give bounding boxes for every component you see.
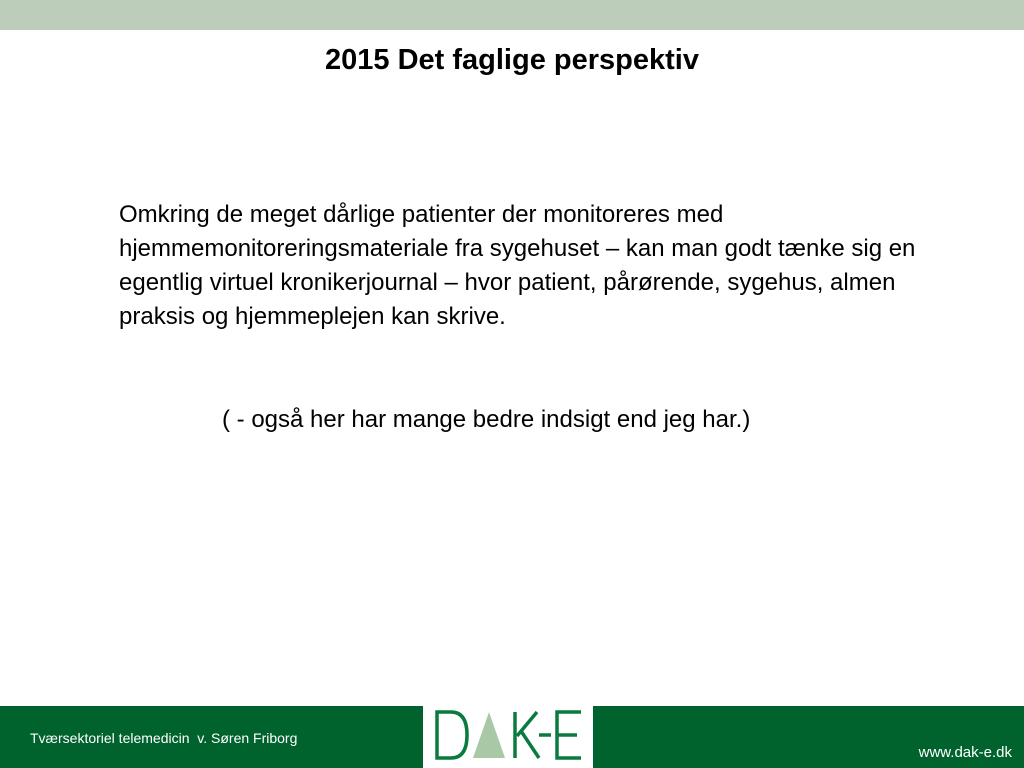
footer-url[interactable]: www.dak-e.dk — [918, 744, 1012, 761]
slide-note: ( - også her har mange bedre indsigt end jeg har.) — [222, 406, 751, 433]
top-accent-bar — [0, 0, 1024, 30]
footer-bar — [0, 706, 1024, 768]
slide-title: 2015 Det faglige perspektiv — [325, 44, 699, 76]
logo-triangle-shape — [473, 712, 505, 758]
slide-paragraph: Omkring de meget dårlige patienter der monitoreres med hjemmemonitoreringsmateriale fra sygehuset – kan man godt tænke sig en egentlig virtuel kronikerjournal – hvor patient, pårørende, sygehus, almen praksis og hjemmeplejen kan skrive. — [119, 201, 916, 330]
dak-e-logo-graphic — [423, 706, 593, 768]
dak-e-logo — [423, 706, 593, 768]
footer-credit: Tværsektoriel telemedicin v. Søren Friborg — [30, 730, 298, 746]
